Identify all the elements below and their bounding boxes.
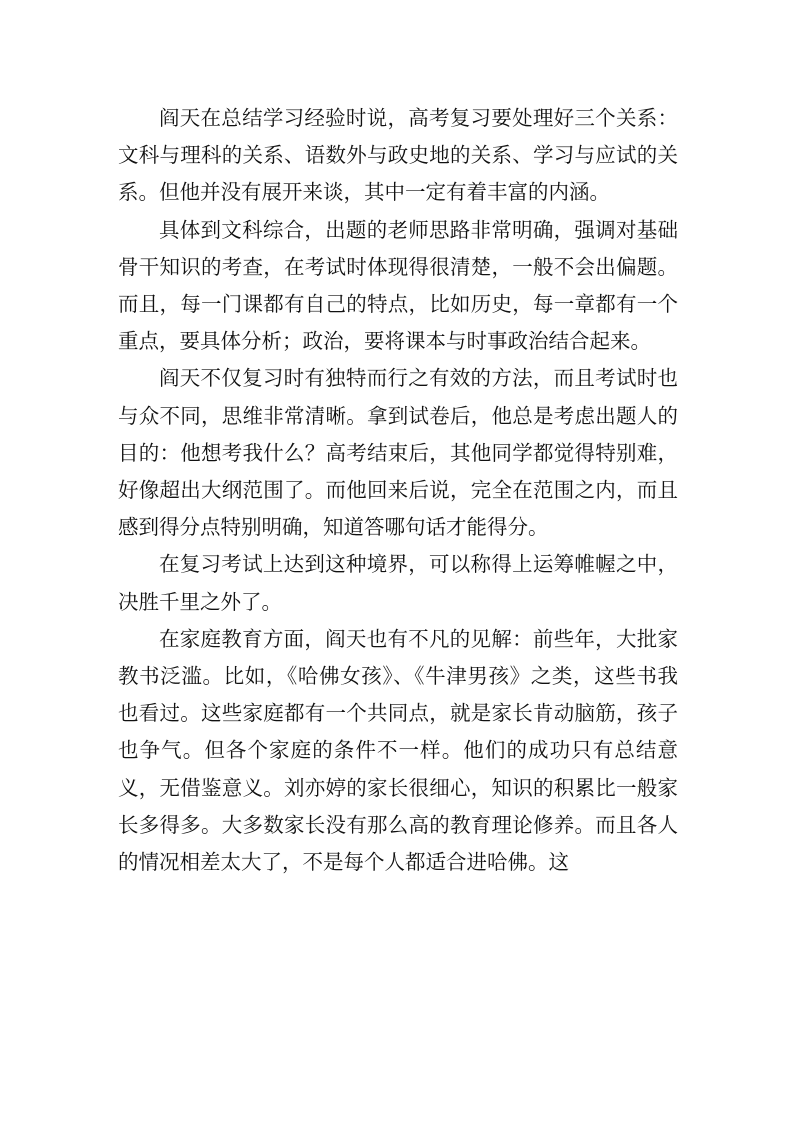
paragraph-1: 阎天在总结学习经验时说，高考复习要处理好三个关系：文科与理科的关系、语数外与政史地的关系、学习与应试的关系。但他并没有展开来谈，其中一定有着丰富的内涵。 (118, 106, 678, 205)
paragraph-3: 阎天不仅复习时有独特而行之有效的方法，而且考试时也与众不同，思维非常清晰。拿到试卷后，他总是考虑出题人的目的：他想考我什么？高考结束后，其他同学都觉得特别难，好像超出大纲范围了。而他回来后说，完全在范围之内，而且感到得分点特别明确，知道答哪句话才能得分。 (118, 366, 678, 540)
paragraph-2: 具体到文科综合，出题的老师思路非常明确，强调对基础骨干知识的考查，在考试时体现得很清楚，一般不会出偏题。而且，每一门课都有自己的特点，比如历史，每一章都有一个重点，要具体分析；政治，要将课本与时事政治结合起来。 (118, 217, 678, 354)
document-body (118, 100, 678, 881)
paragraph-4: 在复习考试上达到这种境界，可以称得上运筹帷幄之中，决胜千里之外了。 (118, 552, 678, 614)
paragraph-5: 在家庭教育方面，阎天也有不凡的见解：前些年，大批家教书泛滥。比如，《哈佛女孩》、《牛津男孩》之类，这些书我也看过。这些家庭都有一个共同点，就是家长肯动脑筋，孩子也争气。但各个家庭的条件不一样。他们的成功只有总结意义，无借鉴意义。刘亦婷的家长很细心，知识的积累比一般家长多得多。大多数家长没有那么高的教育理论修养。而且各人的情况相差太大了，不是每个人都适合进哈佛。这 (118, 626, 678, 875)
